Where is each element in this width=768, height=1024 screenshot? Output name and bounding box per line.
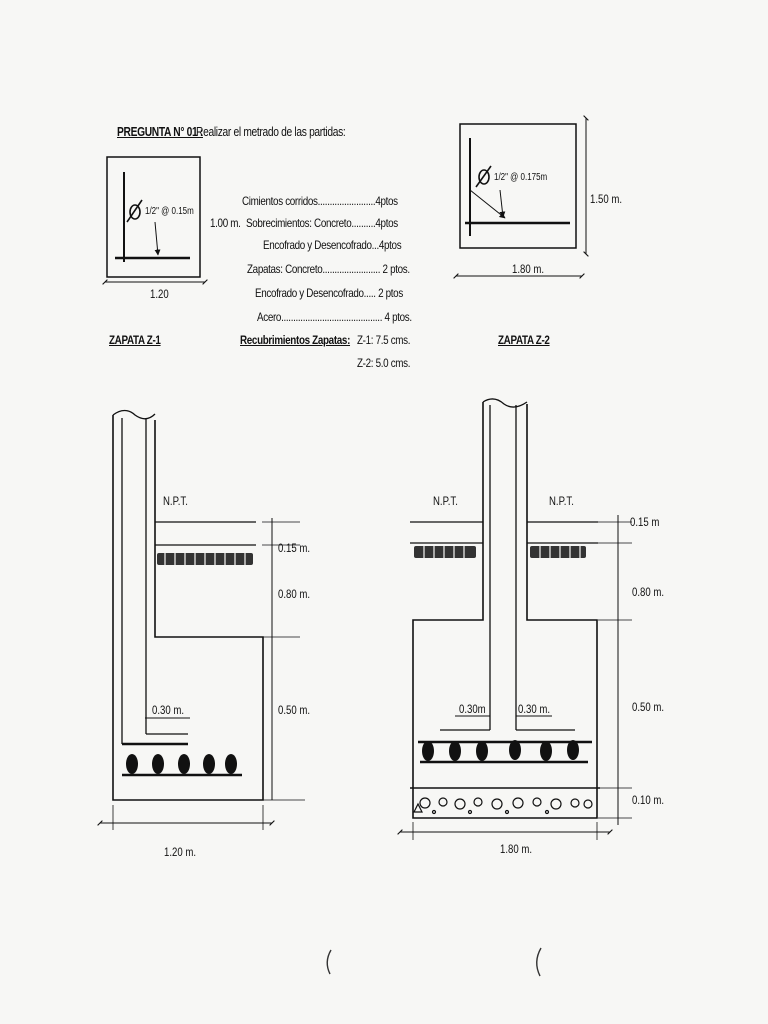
page-mark [537, 948, 541, 976]
left-dim-030: 0.30 m. [152, 703, 185, 717]
z1-rebar-label: 1/2" @ 0.15m [145, 206, 194, 217]
z1-caption: ZAPATA Z-1 [109, 333, 161, 347]
item-encofrado-2: Encofrado y Desencofrado..... 2 ptos [255, 286, 403, 300]
diameter-icon [476, 166, 491, 187]
z2-rebar-label: 1/2" @ 0.175m [494, 172, 548, 183]
lean-concrete-pattern [414, 798, 592, 814]
question-title: PREGUNTA N° 01 : [117, 125, 203, 139]
left-npt-label: N.P.T. [163, 494, 188, 508]
z2-height-label: 1.50 m. [590, 192, 623, 206]
item-sobrecimientos: Sobrecimientos: Concreto..........4ptos [246, 216, 398, 230]
item-encofrado-1: Encofrado y Desencofrado...4ptos [263, 238, 402, 252]
page-mark [327, 950, 331, 974]
left-dim-050: 0.50 m. [278, 703, 311, 717]
item-zapatas-concreto: Zapatas: Concreto........................ 2 ptos. [247, 262, 410, 276]
item-acero: Acero.......................................... 4 ptos. [257, 310, 412, 324]
right-dim-015: 0.15 m [630, 515, 660, 529]
z2-width-label: 1.80 m. [512, 262, 545, 276]
right-width-label: 1.80 m. [500, 842, 533, 856]
z1-width-label: 1.20 [150, 287, 169, 301]
left-dim-080: 0.80 m. [278, 587, 311, 601]
question-text: Realizar el metrado de las partidas: [196, 125, 346, 139]
right-dim-050: 0.50 m. [632, 700, 665, 714]
right-npt-left-label: N.P.T. [433, 494, 458, 508]
right-dim-080: 0.80 m. [632, 585, 665, 599]
item-cimientos: Cimientos corridos........................4ptos [242, 194, 398, 208]
left-dim-015: 0.15 m. [278, 541, 311, 555]
rebar-dots-left [126, 754, 237, 774]
right-dim-030-right: 0.30 m. [518, 702, 551, 716]
z2-caption: ZAPATA Z-2 [498, 333, 550, 347]
z2-plan [456, 118, 586, 276]
section-right [400, 399, 632, 840]
item-sobrecimientos-prefix: 1.00 m. [210, 216, 241, 230]
right-dim-030-left: 0.30m [459, 702, 486, 716]
z1-plan [105, 157, 205, 282]
right-dim-010: 0.10 m. [632, 793, 665, 807]
right-npt-right-label: N.P.T. [549, 494, 574, 508]
recubrimientos-title: Recubrimientos Zapatas: [240, 333, 351, 347]
recubrimiento-z1: Z-1: 7.5 cms. [357, 333, 411, 347]
recubrimiento-z2: Z-2: 5.0 cms. [357, 356, 411, 370]
break-line [113, 411, 155, 419]
left-width-label: 1.20 m. [164, 845, 197, 859]
diameter-icon [127, 200, 142, 222]
z1-section-outline [113, 415, 263, 800]
